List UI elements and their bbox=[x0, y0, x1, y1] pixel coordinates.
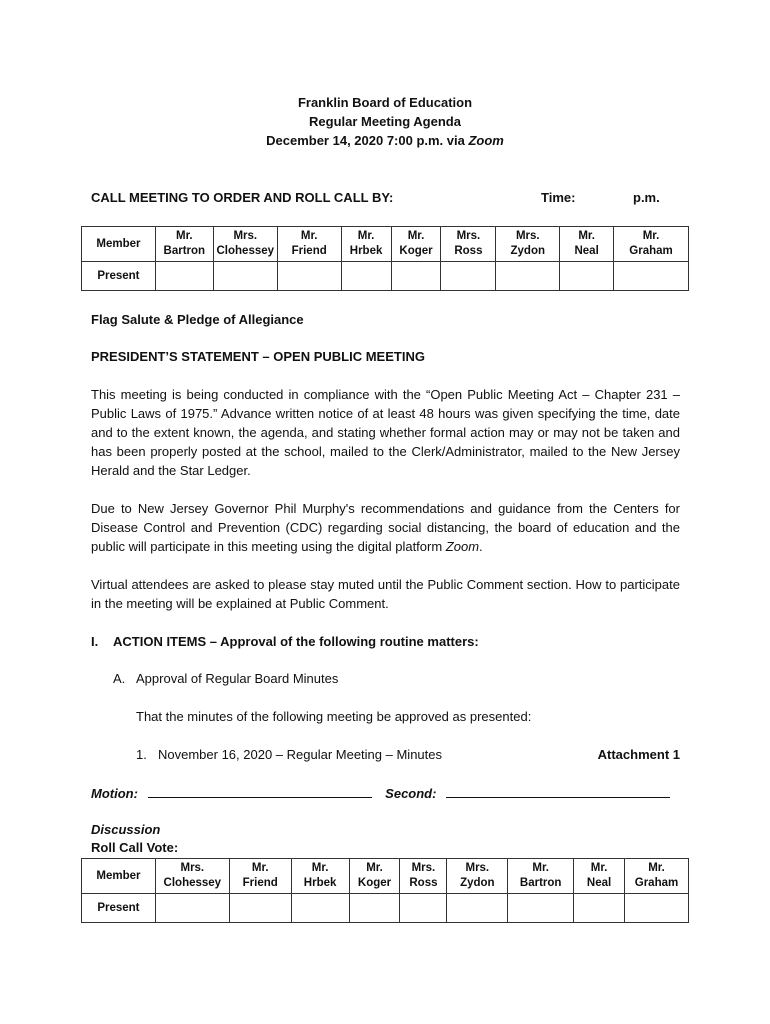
member-name-cell bbox=[400, 859, 447, 894]
member-title: Mrs. bbox=[456, 230, 481, 242]
motion-line bbox=[91, 785, 670, 801]
document-title: Franklin Board of Education bbox=[297, 95, 473, 110]
document-subtitle: Regular Meeting Agenda bbox=[309, 114, 461, 129]
member-name-cell bbox=[291, 859, 349, 894]
compliance-paragraph: This meeting is being conducted in compliance with the “Open Public Meeting Act – Chapter 231 – Public Laws of 1975.” Advance written notice of at least 48 hours was given specifying the time, date and to the extent known, the agenda, and stating whether formal action may or may not be taken and has been properly posted at the school, mailed to the Clerk/Administrator, mailed to the New Jersey Herald and the Star Ledger. bbox=[91, 387, 680, 478]
member-name-cell bbox=[155, 227, 213, 262]
present-checkbox-cell[interactable] bbox=[614, 262, 689, 291]
discussion-label: Discussion bbox=[91, 822, 161, 837]
member-title: Mrs. bbox=[233, 230, 258, 242]
member-title: Mrs. bbox=[180, 862, 205, 874]
member-name-cell bbox=[277, 227, 341, 262]
member-name-cell bbox=[574, 859, 625, 894]
covid-paragraph-end: . bbox=[479, 539, 483, 554]
roll-call-table-1 bbox=[81, 226, 689, 291]
member-name-cell bbox=[447, 859, 508, 894]
sub-item-text: November 16, 2020 – Regular Meeting – Minutes bbox=[158, 747, 442, 762]
attachment-label: Attachment 1 bbox=[597, 747, 680, 762]
member-title: Mr. bbox=[366, 862, 383, 874]
time-label: Time: bbox=[541, 190, 576, 205]
member-title: Mr. bbox=[532, 862, 549, 874]
member-surname: Zydon bbox=[460, 877, 495, 889]
member-title: Mrs. bbox=[465, 862, 490, 874]
member-name-cell bbox=[391, 227, 441, 262]
member-title: Mr. bbox=[311, 862, 329, 874]
member-title: Mr. bbox=[648, 862, 665, 874]
member-name-cell bbox=[614, 227, 689, 262]
member-surname: Friend bbox=[242, 877, 278, 889]
member-surname: Ross bbox=[409, 877, 438, 889]
present-label: Present bbox=[82, 262, 156, 291]
member-surname: Clohessey bbox=[216, 245, 275, 257]
pm-label: p.m. bbox=[633, 190, 660, 205]
present-checkbox-cell[interactable] bbox=[400, 894, 447, 923]
present-checkbox-cell[interactable] bbox=[155, 894, 229, 923]
present-checkbox-cell[interactable] bbox=[447, 894, 508, 923]
present-checkbox-cell[interactable] bbox=[496, 262, 560, 291]
present-label: Present bbox=[82, 894, 156, 923]
second-label: Second: bbox=[385, 786, 437, 801]
present-checkbox-cell[interactable] bbox=[277, 262, 341, 291]
meeting-date: December 14, 2020 7:00 p.m. via bbox=[266, 133, 469, 148]
present-checkbox-cell[interactable] bbox=[391, 262, 441, 291]
member-title: Mr. bbox=[251, 862, 269, 874]
present-checkbox-cell[interactable] bbox=[441, 262, 496, 291]
member-title: Mrs. bbox=[515, 230, 540, 242]
member-name-cell bbox=[213, 227, 277, 262]
meeting-date-line bbox=[0, 133, 770, 148]
member-title: Mr. bbox=[590, 862, 608, 874]
member-name-cell bbox=[625, 859, 689, 894]
member-surname: Graham bbox=[634, 877, 679, 889]
motion-label: Motion: bbox=[91, 786, 138, 801]
member-title: Mr. bbox=[176, 230, 193, 242]
item-a-letter: A. bbox=[113, 671, 126, 686]
member-surname: Koger bbox=[399, 245, 433, 257]
member-surname: Zydon bbox=[510, 245, 546, 257]
covid-paragraph bbox=[91, 499, 680, 556]
member-title: Mr. bbox=[407, 230, 425, 242]
member-title: Mr. bbox=[300, 230, 318, 242]
member-header: Member bbox=[82, 859, 156, 894]
roll-call-vote-label: Roll Call Vote: bbox=[91, 840, 179, 855]
member-surname: Bartron bbox=[519, 877, 562, 889]
item-a-text: That the minutes of the following meeting be approved as presented: bbox=[136, 709, 532, 724]
present-checkbox-cell[interactable] bbox=[574, 894, 625, 923]
member-name-cell bbox=[496, 227, 560, 262]
present-checkbox-cell[interactable] bbox=[213, 262, 277, 291]
president-statement-heading: PRESIDENT’S STATEMENT – OPEN PUBLIC MEETING bbox=[91, 349, 425, 364]
member-surname: Neal bbox=[574, 245, 599, 257]
member-name-cell bbox=[341, 227, 391, 262]
action-items-heading: ACTION ITEMS – Approval of the following routine matters: bbox=[113, 634, 479, 649]
item-a-title: Approval of Regular Board Minutes bbox=[136, 671, 339, 686]
present-checkbox-cell[interactable] bbox=[341, 262, 391, 291]
action-items-numeral: I. bbox=[91, 634, 99, 649]
covid-paragraph-text: Due to New Jersey Governor Phil Murphy's recommendations and guidance from the Centers for Disease Control and Prevention (CDC) regarding social distancing, the board of education and the public will participate in this meeting using the digital platform bbox=[91, 501, 680, 554]
member-name-cell bbox=[508, 859, 574, 894]
roll-call-table-2 bbox=[81, 858, 689, 923]
member-surname: Hrbek bbox=[349, 245, 383, 257]
present-checkbox-cell[interactable] bbox=[560, 262, 614, 291]
member-header: Member bbox=[82, 227, 156, 262]
member-surname: Neal bbox=[586, 877, 612, 889]
present-checkbox-cell[interactable] bbox=[155, 262, 213, 291]
present-checkbox-cell[interactable] bbox=[349, 894, 400, 923]
member-name-cell bbox=[560, 227, 614, 262]
member-title: Mr. bbox=[642, 230, 660, 242]
flag-salute-heading: Flag Salute & Pledge of Allegiance bbox=[91, 312, 304, 327]
member-name-cell bbox=[229, 859, 291, 894]
member-surname: Hrbek bbox=[303, 877, 337, 889]
member-surname: Friend bbox=[291, 245, 327, 257]
member-surname: Clohessey bbox=[163, 877, 222, 889]
present-checkbox-cell[interactable] bbox=[291, 894, 349, 923]
motion-blank bbox=[148, 785, 372, 798]
member-name-cell bbox=[155, 859, 229, 894]
member-title: Mr. bbox=[357, 230, 375, 242]
member-title: Mr. bbox=[578, 230, 595, 242]
meeting-platform: Zoom bbox=[468, 133, 504, 148]
member-surname: Ross bbox=[454, 245, 483, 257]
member-surname: Graham bbox=[629, 245, 673, 257]
sub-item-number: 1. bbox=[136, 747, 147, 762]
second-blank bbox=[446, 785, 670, 798]
member-surname: Bartron bbox=[163, 245, 206, 257]
present-checkbox-cell[interactable] bbox=[625, 894, 689, 923]
present-checkbox-cell[interactable] bbox=[229, 894, 291, 923]
member-name-cell bbox=[349, 859, 400, 894]
virtual-attendees-paragraph: Virtual attendees are asked to please stay muted until the Public Comment section. How to participate in the meeting will be explained at Public Comment. bbox=[91, 577, 680, 611]
platform-name: Zoom bbox=[445, 539, 480, 554]
member-surname: Koger bbox=[357, 877, 392, 889]
call-to-order-label: CALL MEETING TO ORDER AND ROLL CALL BY: bbox=[91, 190, 394, 205]
present-checkbox-cell[interactable] bbox=[508, 894, 574, 923]
member-name-cell bbox=[441, 227, 496, 262]
member-title: Mrs. bbox=[411, 862, 436, 874]
